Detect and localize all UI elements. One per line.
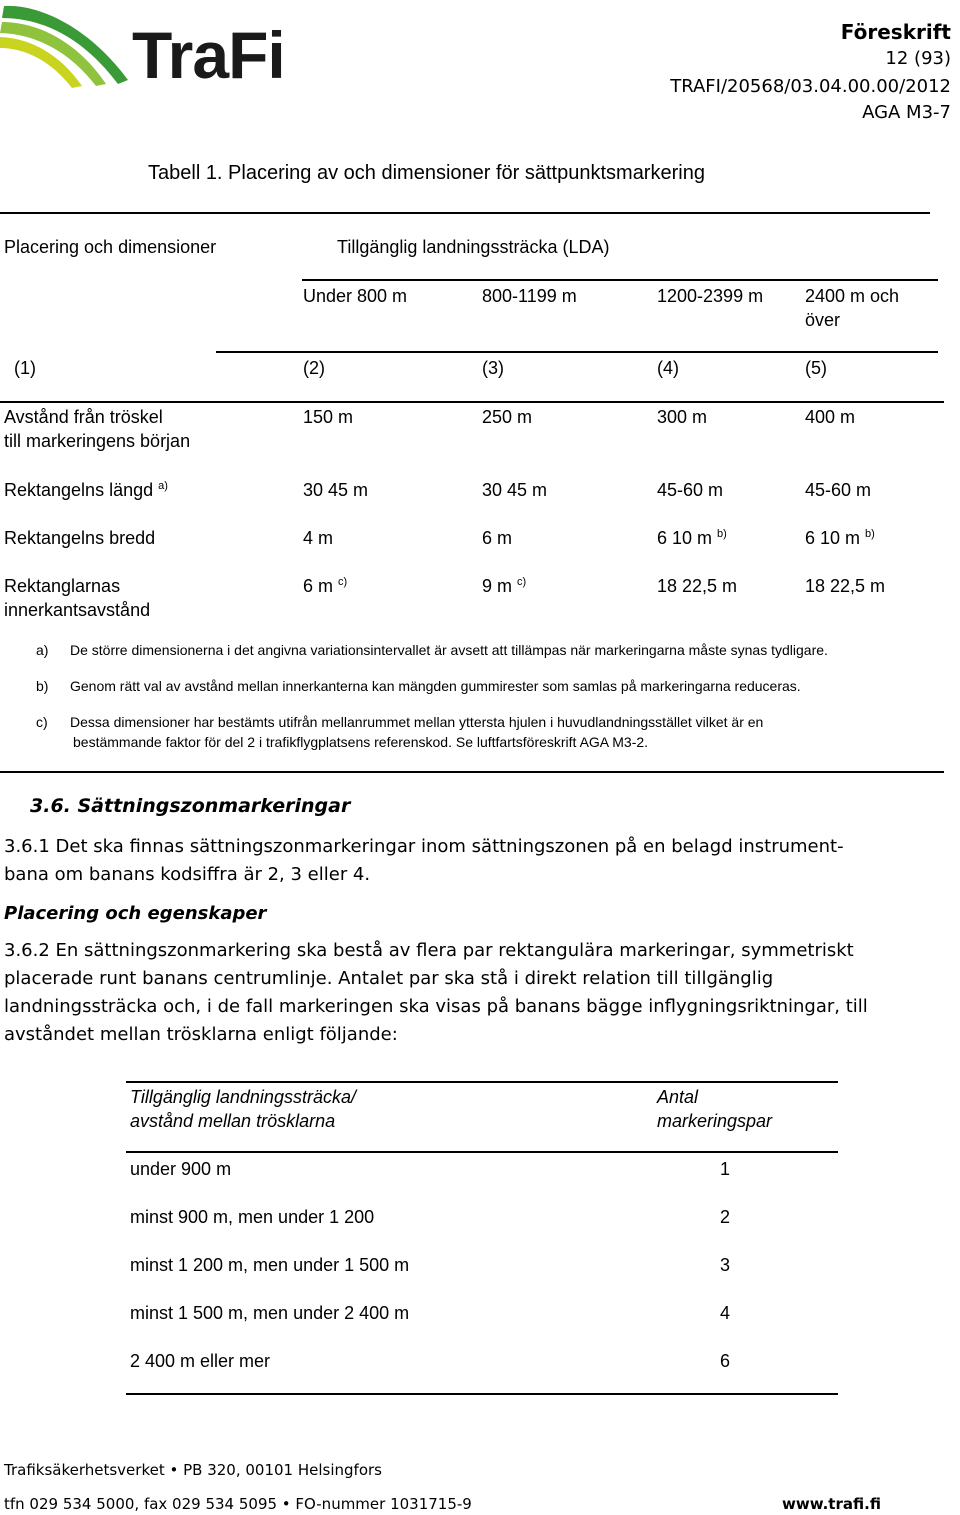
table1-col-header: över <box>805 310 841 330</box>
table1-footnote <box>0 641 960 661</box>
footnote-marker: c) <box>338 576 348 588</box>
table2-count: 3 <box>720 1255 731 1275</box>
table1-row-label: Rektangelns bredd <box>4 528 156 548</box>
table1-caption: Tabell 1. Placering av och dimensioner för sättpunktsmarkering <box>148 162 705 184</box>
footnote-mark: a) <box>36 642 49 658</box>
table1-cell: 45-60 m <box>805 480 872 500</box>
table1-col-number: (5) <box>805 358 827 378</box>
footnote-mark: b) <box>36 678 49 694</box>
table2-count: 6 <box>720 1351 731 1371</box>
table2-row <box>0 1349 960 1373</box>
table2-range: minst 1 200 m, men under 1 500 m <box>130 1255 410 1275</box>
logo-wordmark: TraFi <box>132 18 285 92</box>
table1-header-rule <box>216 351 938 353</box>
paragraph-line: placerade runt banans centrumlinje. Antalet par ska stå i direkt relation till tillgänglig <box>4 968 774 989</box>
table2-row <box>0 1157 960 1181</box>
table1-col-number: (4) <box>657 358 679 378</box>
table1-col-header: 800-1199 m <box>482 286 577 306</box>
table2-row <box>0 1205 960 1229</box>
table1-body-rule <box>0 401 944 403</box>
table2-range: 2 400 m eller mer <box>130 1351 271 1371</box>
table1-row-label-cont: innerkantsavstånd <box>4 600 151 620</box>
table2-top-rule <box>126 1081 838 1083</box>
footnote-text: Genom rätt val av avstånd mellan innerkanterna kan mängden gummirester som samlas på markeringarna reduceras. <box>70 678 801 694</box>
table2-row <box>0 1301 960 1325</box>
table1-col-header: 1200-2399 m <box>657 286 764 306</box>
table1-cell: 6 10 m $^{b)}$ <box>805 528 875 548</box>
table2-header-rule <box>126 1151 838 1153</box>
table2-header-left-cont: avstånd mellan trösklarna <box>130 1111 336 1131</box>
table1-cell: 6 m $^{c)}$ <box>303 576 348 596</box>
table1-bottom-rule <box>0 771 944 773</box>
table1-row-label-cont: till markeringens början <box>4 431 191 451</box>
table1-cell: 18 22,5 m <box>805 576 886 596</box>
table1-row-label: Rektangelns längd $^{a)}$ <box>4 480 168 500</box>
subheading: Placering och egenskaper <box>4 903 267 924</box>
document-reference: TRAFI/20568/03.04.00.00/2012 <box>670 76 951 97</box>
table1-cell: 150 m <box>303 407 354 427</box>
table1-row-label: Avstånd från tröskel <box>4 407 163 427</box>
table1-col-header: Under 800 m <box>303 286 408 306</box>
footer-contact: tfn 029 534 5000, fax 029 534 5095 • FO-nummer 1031715-9 <box>4 1495 472 1513</box>
page-number: 12 (93) <box>885 48 951 69</box>
table1-cell: 45-60 m <box>657 480 724 500</box>
table1-cell: 4 m <box>303 528 334 548</box>
table1-cell: 9 m $^{c)}$ <box>482 576 527 596</box>
table1-footnote <box>0 677 960 697</box>
footnote-marker: a) <box>158 480 168 492</box>
table2-header-right-cont: markeringspar <box>657 1111 773 1131</box>
regulation-code: AGA M3-7 <box>862 102 951 123</box>
paragraph-line: avståndet mellan trösklarna enligt följande: <box>4 1024 398 1045</box>
trafi-logo <box>0 0 285 95</box>
table2-header-right: Antal <box>657 1087 699 1107</box>
table2-count: 1 <box>720 1159 731 1179</box>
paragraph-line: landningssträcka och, i de fall markeringen ska visas på banans bägge inflygningsriktningar, till <box>4 996 868 1017</box>
paragraph-line: 3.6.1 Det ska finnas sättningszonmarkeringar inom sättningszonen på en belagd instrument- <box>4 836 844 857</box>
table1-cell: 300 m <box>657 407 708 427</box>
table1-cell: 18 22,5 m <box>657 576 738 596</box>
footer-address: Trafiksäkerhetsverket • PB 320, 00101 Helsingfors <box>4 1461 382 1479</box>
table1-cell: 6 m <box>482 528 513 548</box>
table1-cell: 30 45 m <box>482 480 548 500</box>
table2-header-left: Tillgänglig landningssträcka/ <box>130 1087 356 1107</box>
logo-swoosh-icon <box>0 0 135 90</box>
paragraph-line: 3.6.2 En sättningszonmarkering ska bestå av flera par rektangulära markeringar, symmetriskt <box>4 940 854 961</box>
table1-group-header: Tillgänglig landningssträcka (LDA) <box>337 237 610 257</box>
footnote-marker: b) <box>865 528 875 540</box>
table2-bottom-rule <box>126 1393 838 1395</box>
table1-row-label: Rektanglarnas <box>4 576 121 596</box>
table1-col1-header: Placering och dimensioner <box>4 237 217 257</box>
table1-col-number: (3) <box>482 358 504 378</box>
table1-cell: 30 45 m <box>303 480 369 500</box>
table2-range: under 900 m <box>130 1159 232 1179</box>
table1-col-number: (2) <box>303 358 325 378</box>
table2-row <box>0 1253 960 1277</box>
table1-top-rule <box>0 212 930 214</box>
footnote-marker: c) <box>517 576 527 588</box>
doc-type: Föreskrift <box>840 20 951 44</box>
footnote-text-cont: bestämmande faktor för del 2 i trafikflygplatsens referenskod. Se luftfartsföreskrift AGA M3-2. <box>73 734 649 750</box>
table2-count: 4 <box>720 1303 731 1323</box>
paragraph-line: bana om banans kodsiffra är 2, 3 eller 4. <box>4 864 371 885</box>
table1-group-rule <box>302 279 938 281</box>
table1-col-header: 2400 m och <box>805 286 900 306</box>
footnote-marker: b) <box>717 528 727 540</box>
table2-range: minst 1 500 m, men under 2 400 m <box>130 1303 410 1323</box>
table1-cell: 400 m <box>805 407 856 427</box>
section-heading: 3.6. Sättningszonmarkeringar <box>30 795 351 817</box>
footnote-mark: c) <box>36 714 48 730</box>
table1-cell: 250 m <box>482 407 533 427</box>
footnote-text: De större dimensionerna i det angivna variationsintervallet är avsett att tillämpas när markeringarna måste synas tydligare. <box>70 642 828 658</box>
table1-col-number: (1) <box>14 358 36 378</box>
footnote-text: Dessa dimensioner har bestämts utifrån mellanrummet mellan yttersta hjulen i huvudlandningsstället vilket är en <box>70 714 764 730</box>
table1-footnote <box>0 713 960 753</box>
footer-website-link[interactable]: www.trafi.fi <box>782 1495 881 1513</box>
table2-count: 2 <box>720 1207 731 1227</box>
table1-cell: 6 10 m $^{b)}$ <box>657 528 727 548</box>
table2-range: minst 900 m, men under 1 200 <box>130 1207 375 1227</box>
